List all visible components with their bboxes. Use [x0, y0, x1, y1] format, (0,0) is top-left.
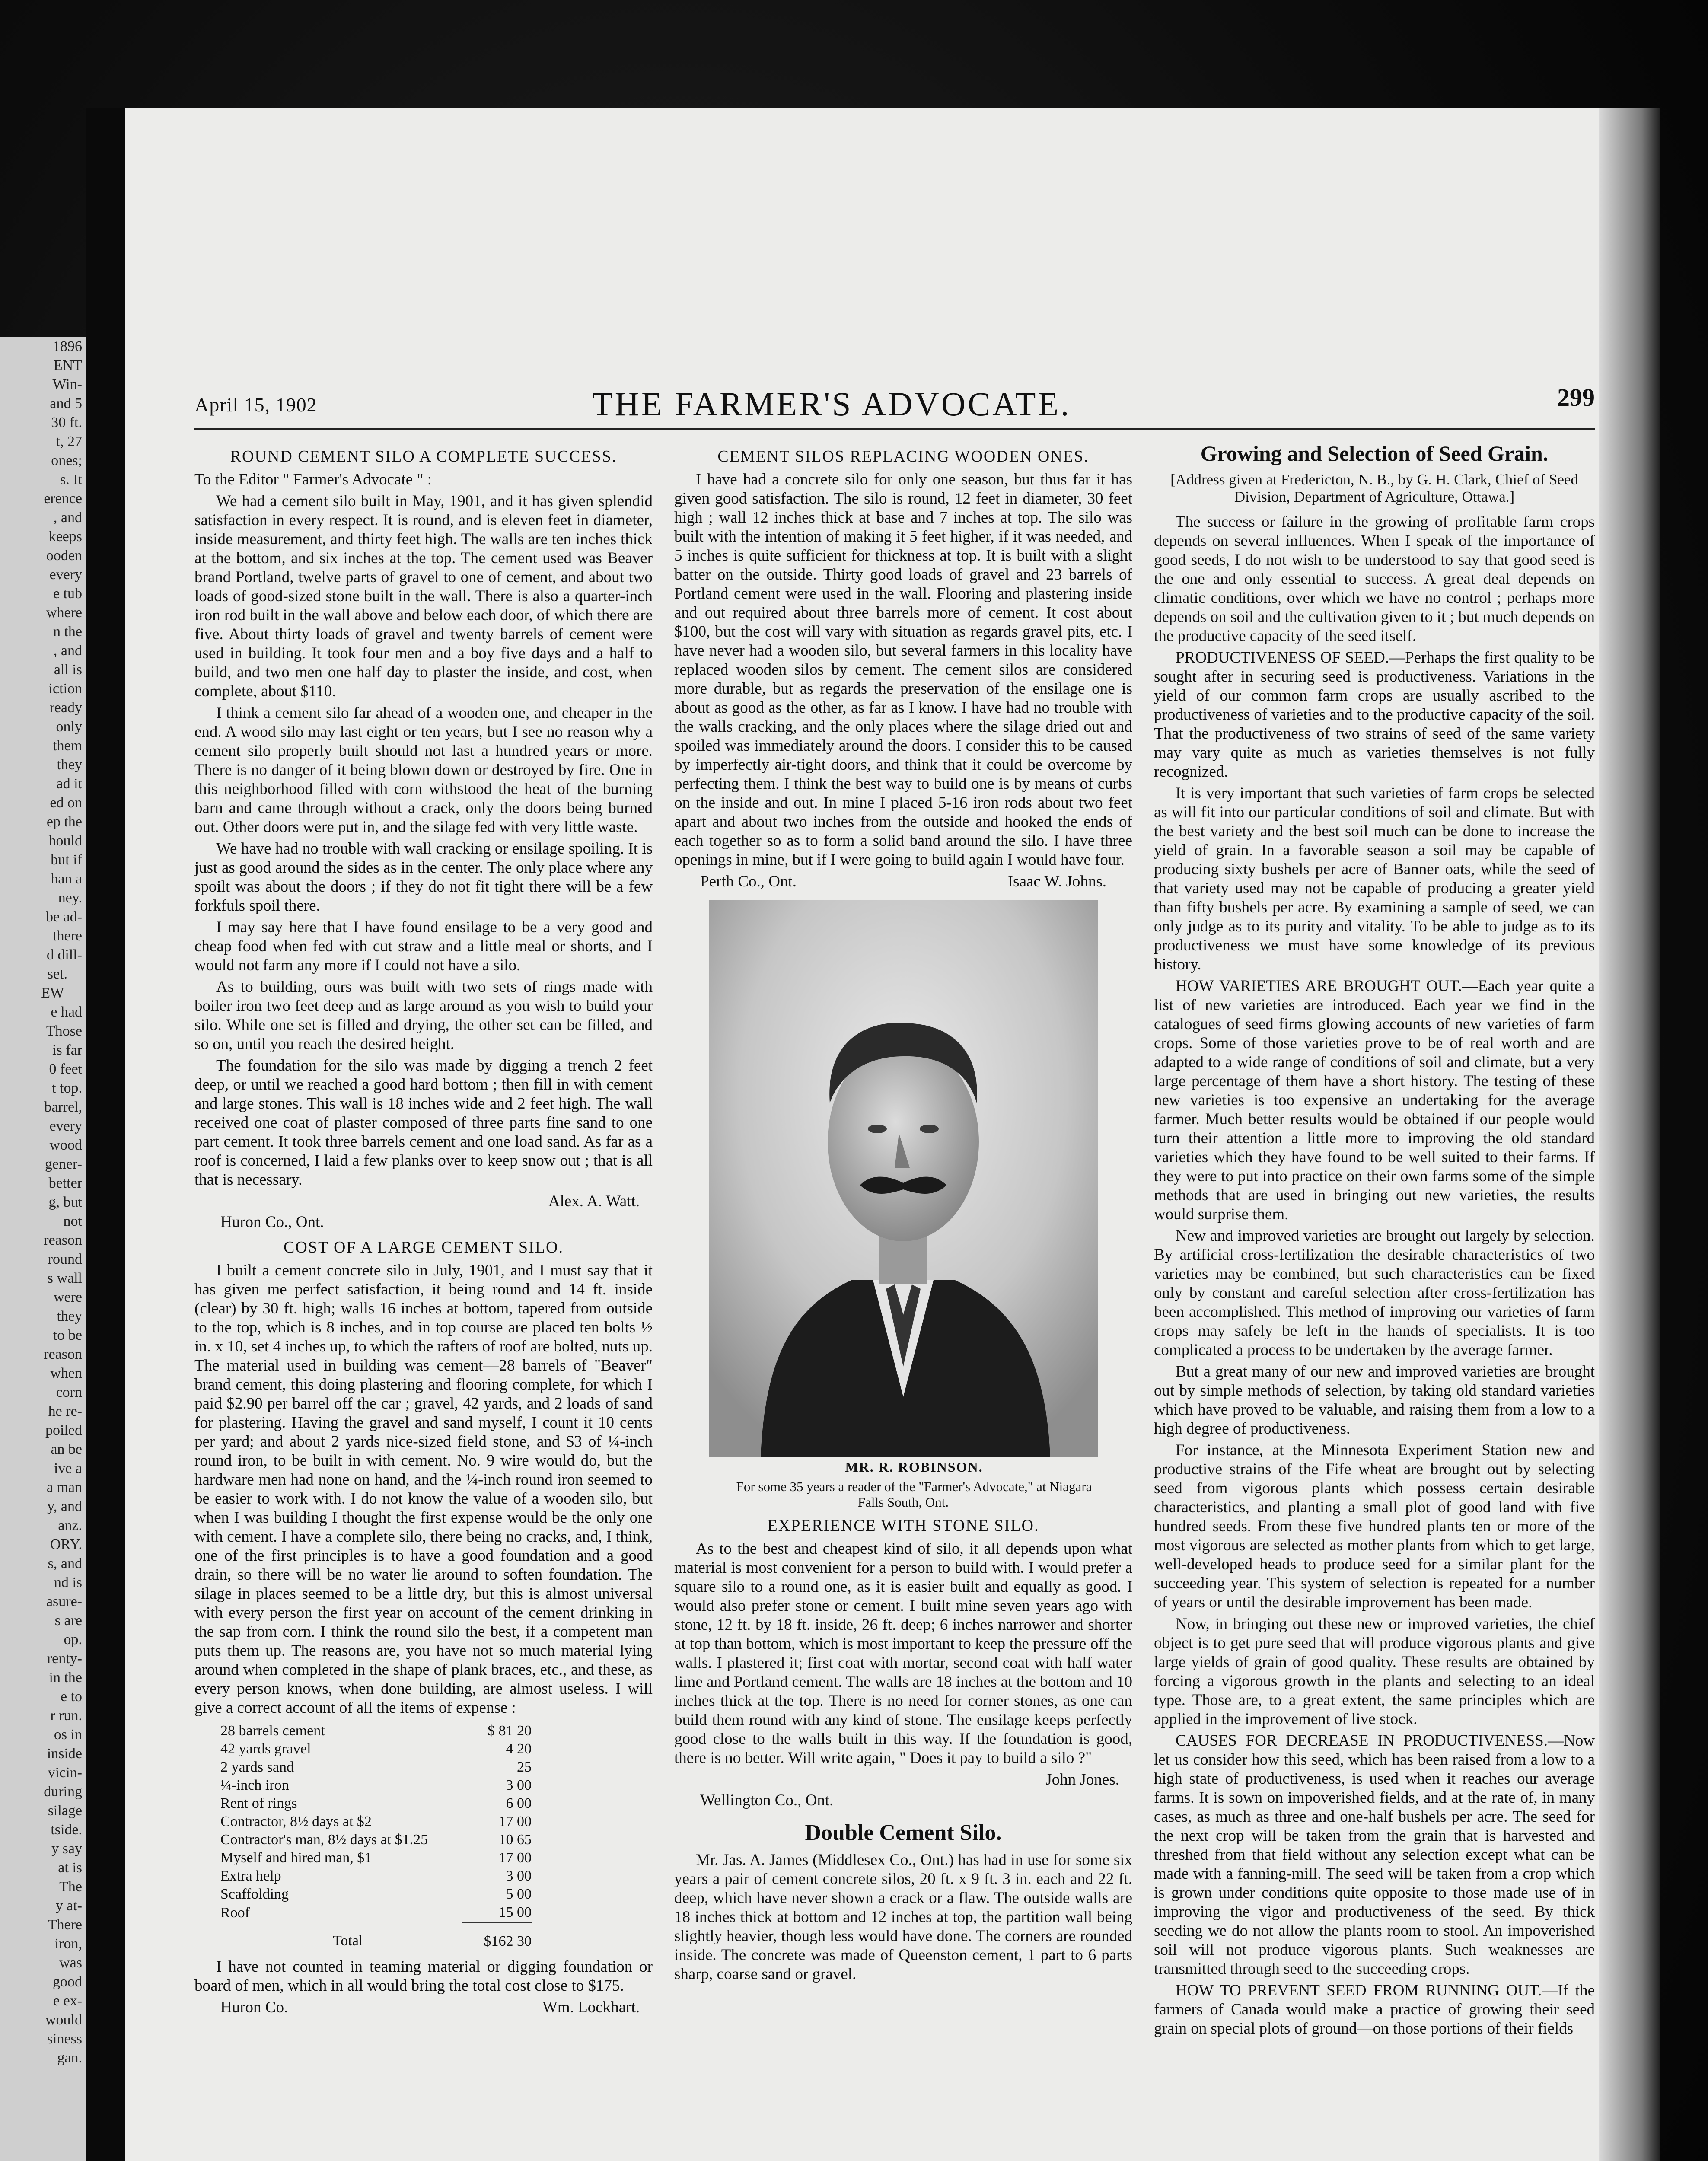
previous-page-fragment: not	[63, 1213, 82, 1229]
table-row	[220, 1722, 532, 1740]
paragraph: New and improved varieties are brought out largely by selection. By artificial cross-fertilization the desirable characteristics of two varieties may be combined, but such characteristics can be fixed only by constant and careful selection after cross-fertilization has been accomplished. This method of improving our varieties of farm crops may safely be left in the hands of specialists. It is too complicated a process to be undertaken by the average farmer.	[1154, 1227, 1595, 1359]
author-signature: Alex. A. Watt.	[548, 1192, 640, 1210]
previous-page-fragment: There	[48, 1917, 82, 1933]
previous-page-fragment: only	[56, 719, 82, 735]
article-double-cement-silo	[674, 1820, 1132, 1984]
author-location: Huron Co., Ont.	[220, 1213, 324, 1231]
paragraph: PRODUCTIVENESS OF SEED.—Perhaps the first quality to be sought after in securing seed is productiveness. Variations in the yield of our common farm crops are usually ascribed to the productiveness of varieties and to the productive capacity of the soil. That the productiveness of two strains of seed of the same variety may vary quite as much as varieties themselves is not fully recognized.	[1154, 649, 1595, 781]
previous-page-fragment: ed on	[50, 795, 82, 811]
page-gutter	[86, 108, 125, 2161]
expense-item: 42 yards gravel	[220, 1741, 311, 1757]
newspaper-page	[125, 108, 1599, 2161]
previous-page-fragment: y, and	[47, 1498, 82, 1514]
previous-page-fragment: reason	[44, 1346, 82, 1362]
portrait-figure	[709, 900, 1098, 1510]
expense-amount: 25	[517, 1759, 532, 1775]
previous-page-fragment: ORY.	[50, 1536, 82, 1552]
previous-page-fragment: ive a	[54, 1460, 82, 1476]
expense-amount: 3 00	[506, 1868, 532, 1884]
previous-page-fragment: t top.	[52, 1080, 82, 1096]
previous-page-fragment: keeps	[48, 529, 82, 545]
previous-page-fragment: s. It	[60, 472, 82, 488]
previous-page-fragment: wood	[49, 1137, 82, 1153]
table-row	[220, 1885, 532, 1903]
page-number: 299	[1557, 383, 1595, 411]
previous-page-fragment: every	[49, 1118, 82, 1134]
expense-item: Rent of rings	[220, 1795, 297, 1811]
previous-page-fragment: he re-	[48, 1403, 82, 1419]
table-row	[220, 1831, 532, 1849]
expense-item: Contractor, 8½ days at $2	[220, 1814, 372, 1830]
left-eye	[868, 1125, 887, 1133]
previous-page-fragment: s, and	[48, 1555, 82, 1571]
previous-page-fragment: hould	[48, 833, 82, 849]
article-cost-of-large-cement-silo	[194, 1238, 653, 2017]
previous-page-fragment: , and	[53, 643, 82, 659]
page-right-edge	[1599, 108, 1660, 2161]
table-total-row	[220, 1922, 532, 1951]
previous-page-fragment: anz.	[58, 1517, 82, 1533]
previous-page-fragment: y at-	[55, 1898, 82, 1914]
previous-page-fragment: e ex-	[53, 1993, 82, 2009]
expense-amount: 3 00	[506, 1777, 532, 1793]
paragraph: It is very important that such varieties of farm crops be selected as will fit into our particular conditions of soil and climate. But with the best variety and the best soil much can be done to increase the yield of grain. In a favorable season a soil may be capable of producing sixty bushels per acre of Banner oats, while the seed of that variety used may not be capable of producing a greater yield than fifty bushels per acre. By examining a sample of seed, we can only judge as to its purity and vitality. To be able to judge as to its productiveness we must have some knowledge of its previous history.	[1154, 784, 1595, 973]
previous-page-fragment: better	[48, 1175, 82, 1191]
previous-page-fragment: ready	[49, 700, 82, 716]
previous-page-fragment: iction	[48, 681, 82, 697]
table-row	[220, 1794, 532, 1813]
previous-page-fragment: e had	[51, 1004, 82, 1020]
previous-page-fragment: silage	[48, 1803, 82, 1819]
author-signature: Wm. Lockhart.	[542, 1998, 640, 2016]
expense-item: Scaffolding	[220, 1886, 289, 1902]
previous-page-fragment: , and	[53, 510, 82, 526]
previous-page-fragment: there	[53, 928, 82, 944]
article-experience-stone-silo	[674, 1516, 1132, 1810]
expense-amount: 4 20	[506, 1741, 532, 1757]
paragraph: HOW TO PREVENT SEED FROM RUNNING OUT.—If the farmers of Canada would make a practice of growing their seed grain on special plots of ground—on those portions of their fields	[1154, 1982, 1595, 2037]
paragraph: For instance, at the Minnesota Experiment Station new and productive strains of the Fife wheat are brought out by selecting seed from vigorous plants which possess certain desirable characteristics, and planting a small plot of good land with five hundred seeds. From these five hundred plants ten or more of the most vigorous are selected as mother plants from which to get large, well-developed heads to produce seed for a similar plant for the succeeding year. This system of selection is repeated for a number of years or until the desirable improvement has been made.	[1154, 1441, 1595, 1611]
table-row	[220, 1849, 532, 1867]
expense-amount: 17 00	[498, 1814, 532, 1830]
previous-page-fragment: at is	[58, 1860, 82, 1876]
paragraph: I may say here that I have found ensilage to be a very good and cheap food when fed with cut straw and a little meal or shorts, and I would not farm any more if I could not have a silo.	[194, 918, 653, 974]
column-3	[1154, 441, 1595, 2161]
previous-page-fragment: to be	[53, 1327, 82, 1343]
previous-page-fragment: an be	[51, 1441, 82, 1457]
paragraph: CAUSES FOR DECREASE IN PRODUCTIVENESS.—Now let us consider how this seed, which has been raised from a low to a high state of productiveness, is used when it reaches our average farms. It is sown on impoverished fields, and at the rate of, in many cases, as much as three and one-half bushels per acre. The seed for the next crop will be taken from the grain that is harvested and threshed from that field without any selection except what can be made with a fanning-mill. The seed will be taken from a crop which is grown under conditions quite opposite to those made use of in improving the vigor and productiveness of the seed. By thick seeding we do not allow the plants room to stool. An impoverished soil will not produce vigorous plants. Such weaknesses are transmitted through seed to the succeeding crops.	[1154, 1732, 1595, 1978]
expense-item: Roof	[220, 1904, 250, 1921]
column-2	[674, 441, 1132, 2161]
paragraph: Now, in bringing out these new or improved varieties, the chief object is to get pure seed that will produce vigorous plants and give large yields of grain of good quality. These results are obtained by forcing a vigorous growth in the plants and selecting to an ideal type. Those are, to a great extent, the same principles which are applied in the improvement of live stock.	[1154, 1615, 1595, 1728]
previous-page-fragment: 1896	[53, 338, 82, 354]
previous-page-fragment: during	[44, 1784, 82, 1800]
author-location: Perth Co., Ont.	[700, 873, 797, 890]
previous-page-fragment: inside	[47, 1746, 82, 1762]
author-line	[674, 872, 1132, 891]
previous-page-fragment: ad it	[56, 776, 82, 792]
previous-page-fragment: ENT	[53, 357, 82, 373]
previous-page-fragment: 0 feet	[49, 1061, 82, 1077]
article-title: ROUND CEMENT SILO A COMPLETE SUCCESS.	[230, 447, 617, 465]
previous-page-fragment: gener-	[45, 1156, 82, 1172]
header-rule	[194, 428, 1595, 430]
previous-page-fragment: in the	[49, 1670, 82, 1686]
article-cement-silos-replacing-wooden	[674, 447, 1132, 891]
table-row	[220, 1758, 532, 1776]
previous-page-fragment: all is	[54, 662, 82, 678]
paragraph: As to building, ours was built with two sets of rings made with boiler iron two feet deep and as large around as you wish to build your silo. While one set is filled and drying, the other set can be filled, and so on, until you reach the desired height.	[194, 978, 653, 1053]
expense-amount: 10 65	[498, 1832, 532, 1848]
paragraph: The success or failure in the growing of profitable farm crops depends on several influences. When I speak of the importance of good seeds, I do not wish to be understood to say that good seed is the one and only essential to success. A great deal depends on climatic conditions, over which we have no control ; perhaps more depends on soil and the cultivation given to it ; but much depends on the productive capacity of the seed itself.	[1154, 513, 1595, 645]
previous-page-fragment: Those	[46, 1023, 82, 1039]
previous-page-fragment: Win-	[52, 376, 82, 392]
previous-page-fragment: ep the	[46, 814, 82, 830]
paragraph: We had a cement silo built in May, 1901, and it has given splendid satisfaction in every respect. It is round, and is eleven feet in diameter, inside measurement, and thirty feet high. The walls are ten inches thick at the bottom, and six inches at the top. The cement used was Beaver brand Portland, twelve parts of gravel to one of cement, and about two loads of good-sized stone built in the wall. There is also a quarter-inch iron rod built in the wall above and below each door, of which there are five. About thirty loads of gravel and twenty barrels of cement were used in building. It took four men and a boy five days and a half to build, and two men one half day to plaster the inside, and cost, when complete, about $110.	[194, 492, 653, 700]
previous-page-fragment: g, but	[48, 1194, 82, 1210]
previous-page-fragment: where	[46, 605, 82, 621]
paragraph: I think a cement silo far ahead of a wooden one, and cheaper in the end. A wood silo may last eight or ten years, but I see no reason why a cement silo properly built should not last a hundred years or more. There is no danger of it being blown down or destroyed by fire. One in this neighborhood filled with corn withstood the heat of the burning barn and came through without a crack, only the doors being burned out. Other doors were put in, and the silage fed with very little waste.	[194, 704, 653, 836]
previous-page-fragment: barrel,	[44, 1099, 82, 1115]
previous-page-fragment: a man	[46, 1479, 82, 1495]
previous-page-fragment: reason	[44, 1232, 82, 1248]
previous-page-fragment: gan.	[57, 2050, 82, 2066]
previous-page-fragment: siness	[47, 2031, 82, 2047]
previous-page-fragment: EW —	[41, 985, 82, 1001]
previous-page-fragment: corn	[56, 1384, 82, 1400]
previous-page-fragment: han a	[51, 871, 82, 887]
previous-page-fragment: and 5	[50, 395, 82, 411]
previous-page-fragment: asure-	[46, 1594, 82, 1610]
expense-item: Myself and hired man, $1	[220, 1850, 372, 1866]
previous-page-fragment: erence	[44, 491, 82, 507]
previous-page-fragment: would	[45, 2012, 82, 2028]
previous-page-fragment: 30 ft.	[51, 414, 82, 430]
previous-page-fragment: ooden	[46, 548, 82, 564]
expense-amount: 6 00	[506, 1795, 532, 1811]
expense-amount: $ 81 20	[488, 1723, 532, 1739]
expense-amount: 17 00	[498, 1850, 532, 1866]
previous-page-fragment: s are	[54, 1613, 82, 1629]
expense-item: Contractor's man, 8½ days at $1.25	[220, 1832, 428, 1848]
portrait-name: MR. R. ROBINSON.	[845, 1459, 983, 1475]
previous-page-fragment: e to	[60, 1689, 82, 1705]
table-row	[220, 1813, 532, 1831]
salutation: To the Editor " Farmer's Advocate " :	[194, 471, 432, 488]
previous-page-edge	[0, 337, 86, 2161]
paragraph: I built a cement concrete silo in July, 1901, and I must say that it has given me perfect satisfaction, it being round and 14 ft. inside (clear) by 30 ft. high; walls 16 inches at bottom, tapered from outside to the top, which is 8 inches, and in top course are placed ten bolts ½ in. x 10, set 4 inches up, to which the rafters of roof are bolted, nuts up. The material used in building was cement—28 barrels of "Beaver" brand cement, this doing plastering and flooring complete, for which I paid $2.90 per barrel off the car ; gravel, 42 yards, and 2 loads of sand for plastering. Having the gravel and sand myself, I count it 10 cents per yard; and about 2 yards nice-sized field stone, and $3 of ¼-inch round iron, to be built in with cement. No. 9 wire would do, but the hardware men had none on hand, and the ¼-inch round iron seemed to be easier to work with. I do not know the value of a wooden silo, but when I was building I thought the first expense would be the only one with cement. I have a complete silo, there being no cracks, and, I think, one of the first principles is to have a good foundation and a good drain, so there will be no water lie around to soften foundation. The silage in places seemed to be a little dry, but this is almost universal with every person the first year on account of the cement drinking in the sap from corn. I think the round silo the best, if a competent man puts them up. The reasons are, you have not so much material lying around when completed in the shape of plank braces, etc., and these, as every person knows, when done building, are almost useless. I will give a correct account of all the items of expense :	[194, 1262, 653, 1717]
paragraph: Mr. Jas. A. James (Middlesex Co., Ont.) has had in use for some six years a pair of cement concrete silos, 20 ft. x 9 ft. 3 in. each and 22 ft. deep, which have never shown a crack or a flaw. The outside walls are 18 inches thick at bottom and 12 inches at top, the partition wall being slightly heavier, though less would have done. The corners are rounded inside. The concrete was made of Queenston cement, 1 part to 6 parts sharp, coarse sand or gravel.	[674, 1851, 1132, 1983]
article-title: EXPERIENCE WITH STONE SILO.	[767, 1517, 1039, 1535]
portrait-photo	[709, 900, 1098, 1457]
author-location: Wellington Co., Ont.	[700, 1791, 834, 1809]
previous-page-fragment: be ad-	[45, 909, 82, 925]
previous-page-fragment: renty-	[47, 1651, 82, 1667]
expense-table	[220, 1722, 532, 1951]
table-row	[220, 1740, 532, 1758]
total-amount: $162 30	[462, 1922, 532, 1951]
previous-page-fragment: n the	[53, 624, 82, 640]
previous-page-fragment: e tub	[53, 586, 82, 602]
previous-page-fragment: were	[53, 1289, 82, 1305]
previous-page-fragment: poiled	[45, 1422, 82, 1438]
previous-page-fragment: d dill-	[46, 947, 82, 963]
previous-page-fragment: op.	[64, 1632, 82, 1648]
right-eye	[920, 1125, 939, 1133]
previous-page-fragment: os in	[54, 1727, 82, 1743]
table-row	[220, 1903, 532, 1922]
previous-page-fragment: they	[57, 757, 82, 773]
author-location: Huron Co.	[220, 1998, 288, 2016]
previous-page-fragment: they	[57, 1308, 82, 1324]
previous-page-fragment: t, 27	[56, 433, 82, 449]
author-signature: Isaac W. Johns.	[1007, 873, 1106, 890]
previous-page-fragment: r run.	[50, 1708, 82, 1724]
previous-page-fragment: them	[53, 738, 82, 754]
total-label: Total	[333, 1933, 363, 1949]
table-row	[220, 1867, 532, 1885]
paragraph: I have had a concrete silo for only one season, but thus far it has given good satisfaction. The silo is round, 12 feet in diameter, 30 feet high ; wall 12 inches thick at base and 7 inches at top. The silo was built with the intention of making it 5 feet higher, if it was needed, and 5 inches is quite sufficient for thickness at top. It is built with a slight batter on the outside. Thirty good loads of gravel and 23 barrels of Portland cement were used in the wall. Flooring and plastering inside and out required about three barrels more of cement. It cost about $100, but the cost will vary with situation as regards gravel pits, etc. I have never had a wooden silo, but several farmers in this locality have replaced wooden silos by cement. The cement silos are considered more durable, but as regards the preservation of the ensilage one is about as good as the other, as far as I know. I have had no trouble with the walls cracking, and the only places where the silage dried out and spoiled was immediately around the doors. I consider this to be caused by imperfectly air-tight doors, and think that it could be overcome by perfecting them. I think the best way to build one is by means of curbs on the inside and out. In mine I placed 5-16 iron rods about two feet apart and about two inches from the outside and hooked the ends of each together so as to form a solid band around the silo. I have three openings in mine, but if I were going to build again I would have four.	[674, 471, 1132, 869]
expense-item: Extra help	[220, 1868, 281, 1884]
previous-page-fragment: round	[48, 1251, 82, 1267]
article-title: CEMENT SILOS REPLACING WOODEN ONES.	[717, 447, 1089, 465]
previous-page-fragment: is far	[52, 1042, 82, 1058]
table-row	[220, 1776, 532, 1794]
expense-amount: 5 00	[506, 1886, 532, 1902]
previous-page-fragment: every	[49, 567, 82, 583]
portrait-caption: For some 35 years a reader of the "Farmer's Advocate," at Niagara Falls South, Ont.	[736, 1479, 1092, 1510]
paragraph: The foundation for the silo was made by digging a trench 2 feet deep, or until we reached a good hard bottom ; then fill in with cement and large stones. This wall is 18 inches wide and 2 feet high. The wall received one coat of plaster composed of three parts fine sand to one part cement. It took three barrels cement and one load sand. As far as a roof is concerned, I laid a few planks over to keep snow out ; that is all that is necessary.	[194, 1057, 653, 1189]
expense-item: 28 barrels cement	[220, 1723, 325, 1739]
column-1	[194, 441, 653, 2161]
previous-page-fragment: ones;	[51, 453, 82, 469]
issue-date: April 15, 1902	[194, 394, 317, 416]
previous-page-fragment: was	[59, 1955, 82, 1971]
previous-page-fragment: y say	[51, 1841, 82, 1857]
masthead-title: THE FARMER'S ADVOCATE.	[592, 385, 1071, 423]
article-seed-grain	[1154, 441, 1595, 2038]
previous-page-fragment: when	[50, 1365, 82, 1381]
previous-page-fragment: set.—	[47, 966, 82, 982]
previous-page-fragment: vicin-	[48, 1765, 82, 1781]
paragraph: As to the best and cheapest kind of silo, it all depends upon what material is most convenient for a person to build with. I would prefer a square silo to a round one, as it is easier built and equally as good. I would also prefer stone or cement. I built mine seven years ago with stone, 12 ft. by 18 ft. inside, 26 ft. deep; 6 inches narrower and shorter at top than bottom, which is most important to keep the pressure off the walls. I plastered it; first coat with mortar, second coat with half water lime and Portland cement. The walls are 18 inches at the bottom and 10 inches thick at the top. There is no need for corner stones, as one can build them round with any kind of stone. The ensilage keeps perfectly good close to the walls built in this way. If the foundation is good, there is no better. Will write again, " Does it pay to build a silo ?"	[674, 1540, 1132, 1767]
article-title: Growing and Selection of Seed Grain.	[1200, 441, 1549, 465]
previous-page-fragment: iron,	[54, 1936, 82, 1952]
previous-page-fragment: The	[59, 1879, 82, 1895]
expense-item: 2 yards sand	[220, 1759, 294, 1775]
previous-page-fragment: ney.	[58, 890, 82, 906]
previous-page-fragment: good	[53, 1974, 82, 1990]
previous-page-fragment: but if	[51, 852, 82, 868]
previous-page-fragment: nd is	[54, 1575, 82, 1590]
page-header	[194, 376, 1595, 423]
paragraph: I have not counted in teaming material or digging foundation or board of men, which in all would bring the total cost close to $175.	[194, 1958, 653, 1995]
author-signature: John Jones.	[1045, 1771, 1119, 1788]
article-subtitle: [Address given at Fredericton, N. B., by G. H. Clark, Chief of Seed Division, Department of Agriculture, Ottawa.]	[1170, 471, 1578, 505]
paragraph: We have had no trouble with wall cracking or ensilage spoiling. It is just as good around the sides as in the center. The only place where any spoilt was about the doors ; if they do not fit tight there will be a few forkfuls spoil there.	[194, 840, 653, 915]
expense-amount: 15 00	[498, 1904, 532, 1920]
paragraph: But a great many of our new and improved varieties are brought out by simple methods of selection, by taking old standard varieties which have proved to be valuable, and raising them from a low to a high degree of productiveness.	[1154, 1363, 1595, 1437]
article-round-cement-silo	[194, 447, 653, 1232]
article-title: COST OF A LARGE CEMENT SILO.	[284, 1238, 564, 1256]
expense-item: ¼-inch iron	[220, 1777, 289, 1793]
paragraph: HOW VARIETIES ARE BROUGHT OUT.—Each year quite a list of new varieties are introduced. Each year we find in the catalogues of seed firms glowing accounts of new varieties of farm crops. Some of those varieties prove to be of real worth and are adapted to a wide range of conditions of soil and climate, but a very large percentage of them have a short history. The testing of these new varieties is too expensive an undertaking for the average farmer. Much better results would be obtained if our people would turn their attention a little more to improving the old standard varieties which they have found to be well suited to their farms. If they were to put into practice on their own farms some of the simple methods that are used in bringing out new varieties, the results would surprise them.	[1154, 977, 1595, 1223]
article-title: Double Cement Silo.	[805, 1820, 1002, 1845]
previous-page-fragment: s wall	[47, 1270, 82, 1286]
previous-page-fragment: tside.	[51, 1822, 82, 1838]
author-line	[194, 1998, 653, 2017]
